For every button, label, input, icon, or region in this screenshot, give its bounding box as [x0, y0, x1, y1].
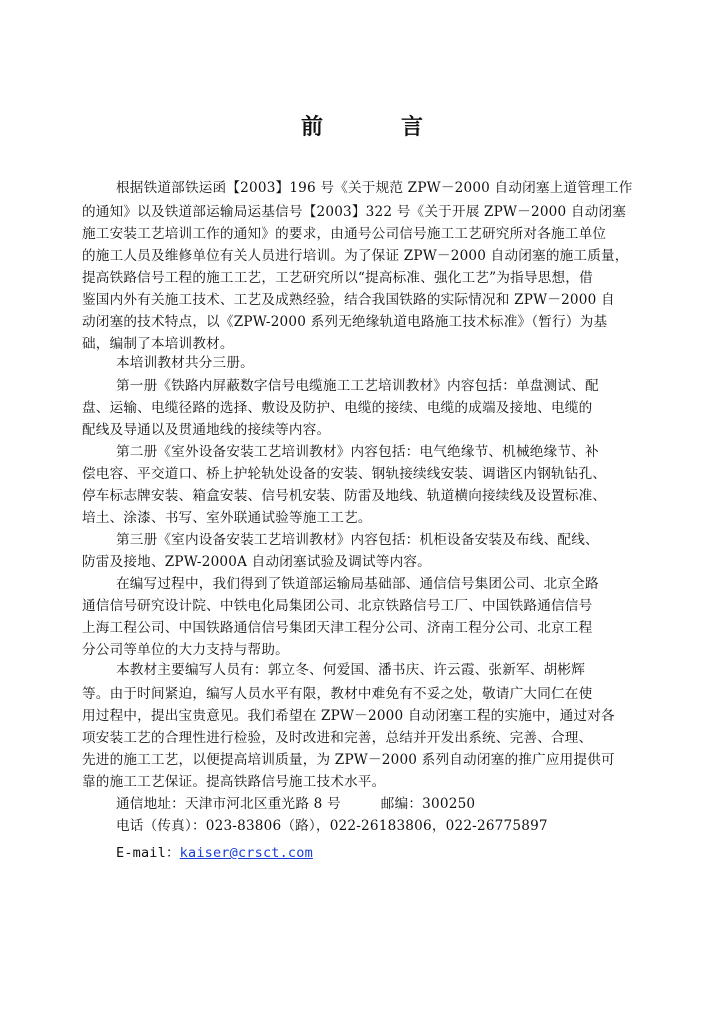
- contact-address: 通信地址：天津市河北区重光路 8 号: [116, 796, 341, 812]
- paragraph-line: 等。由于时间紧迫，编写人员水平有限，教材中难免有不妥之处，敬请广大同仁在使: [82, 686, 593, 702]
- paragraph-line: 上海工程公司、中国铁路通信信号集团天津工程分公司、济南工程分公司、北京工程: [82, 620, 593, 636]
- email-link[interactable]: kaiser@crsct.com: [179, 845, 313, 861]
- paragraph-line: 盘、运输、电缆径路的选择、敷设及防护、电缆的接续、电缆的成端及接地、电缆的: [82, 400, 593, 416]
- email-label: E-mail：: [116, 845, 180, 861]
- paragraph-line: 培土、涂漆、书写、室外联通试验等施工工艺。: [82, 510, 372, 526]
- paragraph-line: 在编写过程中，我们得到了铁道部运输局基础部、通信信号集团公司、北京全路: [116, 576, 599, 592]
- paragraph-line: 本培训教材共分三册。: [116, 355, 254, 371]
- page-title: 前 言: [300, 114, 451, 140]
- paragraph-line: 提高铁路信号工程的施工工艺，工艺研究所以“提高标准、强化工艺”为指导思想，借: [82, 270, 593, 286]
- paragraph-line: 第一册《铁路内屏蔽数字信号电缆施工工艺培训教材》内容包括：单盘测试、配: [116, 378, 599, 394]
- paragraph-line: 础，编制了本培训教材。: [82, 336, 234, 352]
- contact-postcode: 邮编：300250: [380, 796, 476, 812]
- paragraph-line: 本教材主要编写人员有：郭立冬、何爱国、潘书庆、许云霞、张新军、胡彬辉: [116, 662, 585, 678]
- contact-address-line: [116, 794, 475, 816]
- paragraph-line: 第二册《室外设备安装工艺培训教材》内容包括：电气绝缘节、机械绝缘节、补: [116, 444, 599, 460]
- paragraph-line: 第三册《室内设备安装工艺培训教材》内容包括：机柜设备安装及布线、配线、: [116, 532, 599, 548]
- paragraph-line: 先进的施工工艺，以便提高培训质量，为 ZPW－2000 系列自动闭塞的推广应用提供可: [82, 752, 615, 768]
- paragraph-line: 靠的施工工艺保证。提高铁路信号施工技术水平。: [82, 774, 386, 790]
- paragraph-line: 停车标志牌安装、箱盒安装、信号机安装、防雷及地线、轨道横向接续线及设置标准、: [82, 488, 607, 504]
- paragraph-line: 项安装工艺的合理性进行检验，及时改进和完善，总结并开发出系统、完善、合理、: [82, 730, 593, 746]
- paragraph-line: 分公司等单位的大力支持与帮助。: [82, 642, 289, 658]
- paragraph-line: 动闭塞的技术特点，以《ZPW-2000 系列无绝缘轨道电路施工技术标准》（暂行）为基: [82, 314, 608, 330]
- contact-phone: 电话（传真）：023-83806（路），022-26183806，022-26775897: [116, 818, 548, 834]
- paragraph-line: 的通知》以及铁道部运输局运基信号【2003】322 号《关于开展 ZPW－2000 自动闭塞: [82, 204, 627, 220]
- paragraph-line: 施工安装工艺培训工作的通知》的要求，由通号公司信号施工工艺研究所对各施工单位: [82, 226, 607, 242]
- paragraph-line: 鉴国内外有关施工技术、工艺及成熟经验，结合我国铁路的实际情况和 ZPW－2000 自: [82, 292, 615, 308]
- paragraph-line: 的施工人员及维修单位有关人员进行培训。为了保证 ZPW－2000 自动闭塞的施工质量，: [82, 248, 629, 264]
- paragraph-line: 防雷及接地、ZPW-2000A 自动闭塞试验及调试等内容。: [82, 554, 431, 570]
- paragraph-line: 通信信号研究设计院、中铁电化局集团公司、北京铁路信号工厂、中国铁路通信信号: [82, 598, 593, 614]
- paragraph-line: 用过程中，提出宝贵意见。我们希望在 ZPW－2000 自动闭塞工程的实施中，通过对各: [82, 708, 615, 724]
- paragraph-line: 偿电容、平交道口、桥上护轮轨处设备的安装、钢轨接续线安装、调谐区内钢轨钻孔、: [82, 466, 607, 482]
- contact-email-line: [116, 843, 313, 865]
- paragraph-line: 根据铁道部铁运函【2003】196 号《关于规范 ZPW－2000 自动闭塞上道管理工作: [116, 180, 633, 196]
- paragraph-line: 配线及导通以及贯通地线的接续等内容。: [82, 422, 331, 438]
